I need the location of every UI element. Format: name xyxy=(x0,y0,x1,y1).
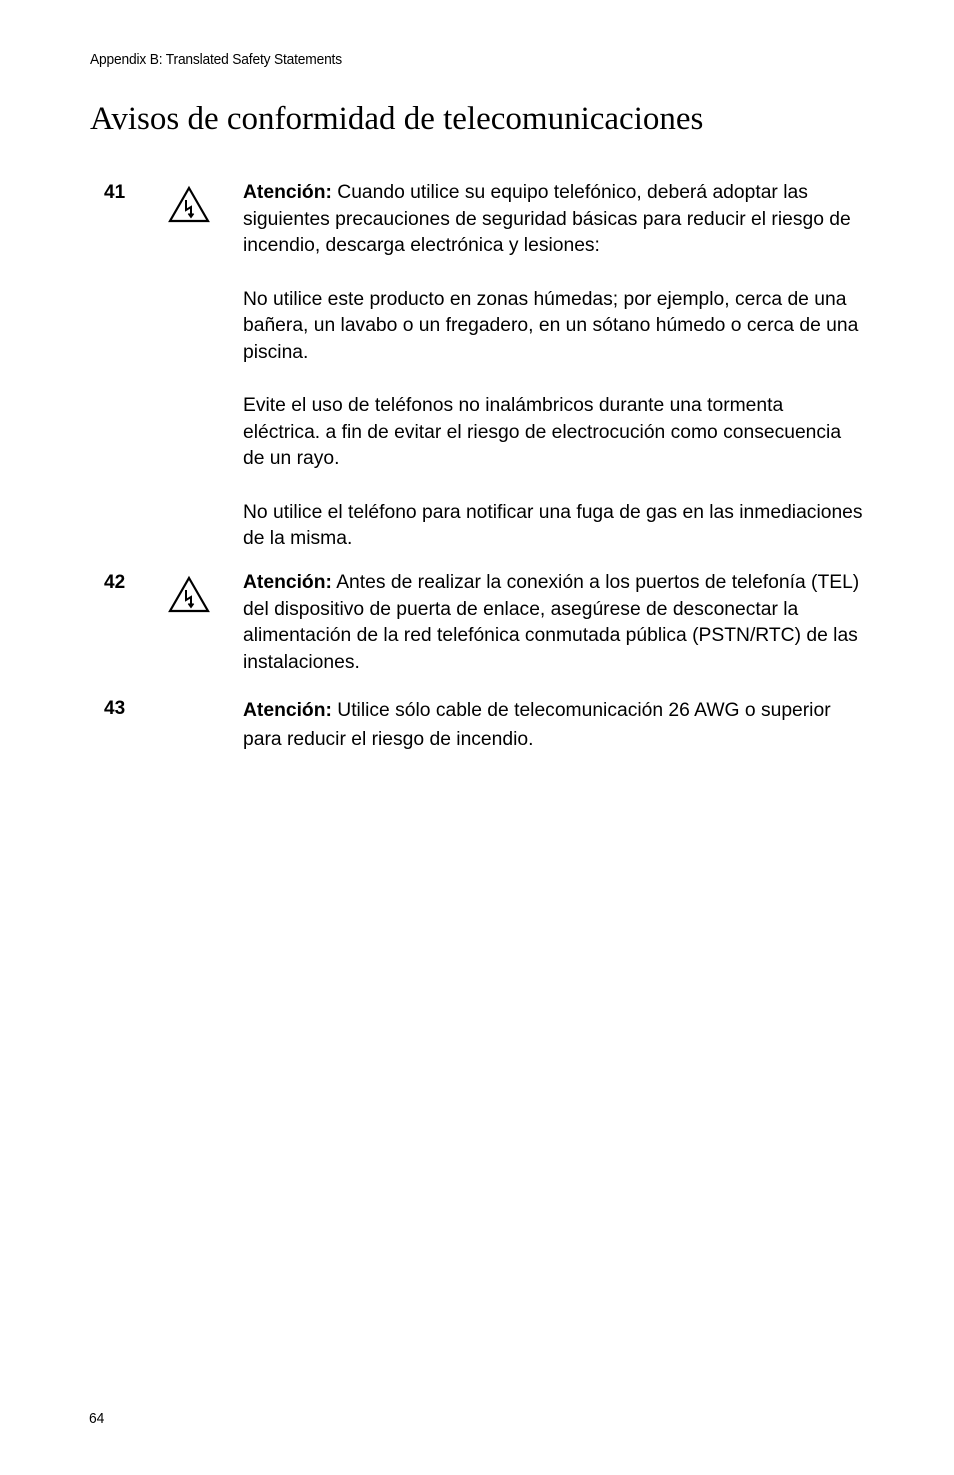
statement-text: Antes de realizar la conexión a los puertos de telefonía (TEL) del dispositivo de puerta de enlace, asegúrese de desconectar la alimentación de la red telefónica conmutada pública (PSTN/RTC) de las instalaciones. xyxy=(243,572,860,673)
statement-text: Cuando utilice su equipo telefónico, deberá adoptar las siguientes precauciones de seguridad básicas para reducir el riesgo de incendio, descarga electrónica y lesiones: xyxy=(243,182,851,256)
statement-number: 43 xyxy=(104,698,126,719)
electrical-hazard-warning-icon xyxy=(167,575,211,615)
attention-label: Atención: xyxy=(243,182,332,203)
running-header: Appendix B: Translated Safety Statements xyxy=(90,51,342,68)
page-number: 64 xyxy=(89,1410,105,1427)
statement-text: Utilice sólo cable de telecomunicación 26 AWG o superior para reducir el riesgo de incendio. xyxy=(243,700,831,750)
statement-number: 41 xyxy=(104,182,126,203)
attention-label: Atención: xyxy=(243,572,332,593)
statement-paragraph xyxy=(243,570,863,676)
statement-paragraph xyxy=(243,696,863,754)
statement-body xyxy=(243,180,863,553)
statement-body xyxy=(243,570,863,676)
statement-number: 42 xyxy=(104,572,126,593)
page-title: Avisos de conformidad de telecomunicaciones xyxy=(90,101,704,137)
attention-label: Atención: xyxy=(243,700,332,721)
statement-paragraph: Evite el uso de teléfonos no inalámbricos durante una tormenta eléctrica. a fin de evitar el riesgo de electrocución como consecuencia de un rayo. xyxy=(243,395,842,469)
statement-body xyxy=(243,696,863,754)
statement-paragraph: No utilice el teléfono para notificar una fuga de gas en las inmediaciones de la misma. xyxy=(243,501,863,549)
electrical-hazard-warning-icon xyxy=(167,185,211,225)
statement-paragraph: No utilice este producto en zonas húmedas; por ejemplo, cerca de una bañera, un lavabo o un fregadero, en un sótano húmedo o cerca de una piscina. xyxy=(243,288,859,363)
statement-paragraph xyxy=(243,180,863,260)
